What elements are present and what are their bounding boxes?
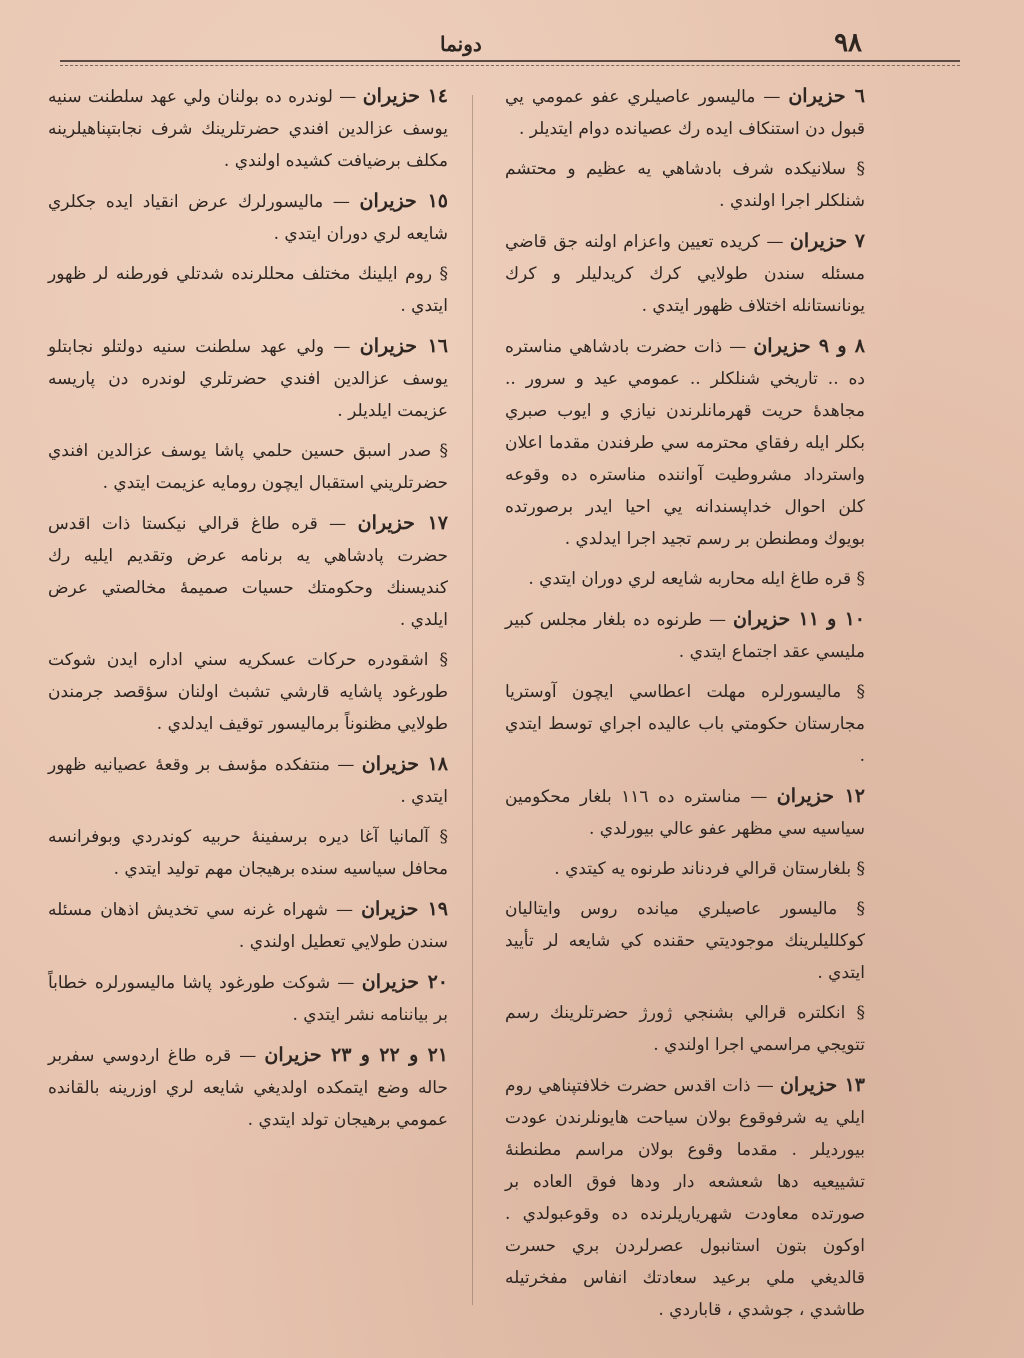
chronicle-entry	[48, 185, 448, 250]
chronicle-entry	[48, 821, 448, 885]
entry-date: ١٤ حزيران	[362, 85, 448, 107]
entry-text: — ذات حضرت بادشاهي مناستره ده .. تاريخي شنلكلر .. عمومي عيد و سرور .. مجاهدهٔ حريت قهرمانلرندن نيازي و ايوب صبري بكلر ايله رفقاي محترمه سي طرفندن مقدما اعلان واسترداد مشروطيت آواننده مناستره ده وقوعه كلن احوال خداپسندانه يي احيا ايدر برصورتده بويوك ومطنطن بر رسم تجيد اجرا ايدلدي .	[505, 337, 865, 549]
entry-text: § بلغارستان قرالي فردناند طرنوه يه كيتدي .	[554, 859, 865, 879]
entry-date: ١٠ و ١١ حزيران	[733, 608, 865, 630]
entry-text: § صدر اسبق حسين حلمي پاشا يوسف عزالدين افندي حضرتلريني استقبال ايچون رومايه عزيمت ايتدي .	[48, 441, 448, 493]
entry-text: — ولي عهد سلطنت سنيه دولتلو نجابتلو يوسف عزالدين افندي حضرتلري لوندره دن پاريسه عزيمت ايلديلر .	[48, 337, 448, 421]
chronicle-entry	[505, 853, 865, 885]
chronicle-entry	[505, 330, 865, 555]
entry-date: ٨ و ٩ حزيران	[753, 335, 865, 357]
entry-text: § قره طاغ ايله محاربه شايعه لري دوران ايتدي .	[528, 569, 865, 589]
entry-date: ١٥ حزيران	[359, 190, 448, 212]
chronicle-entry	[505, 893, 865, 989]
entry-text: — شوكت طورغود پاشا ماليسورلره خطاباً بر بياننامه نشر ايتدي .	[48, 973, 448, 1025]
chronicle-entry	[48, 1039, 448, 1136]
chronicle-entry	[505, 563, 865, 595]
entry-text: — ماليسور عاصيلري عفو عمومي يي قبول دن استنكاف ايده رك عصيانده دوام ايتديلر .	[505, 87, 865, 139]
entry-text: — طرنوه ده بلغار مجلس كبير مليسي عقد اجتماع ايتدي .	[505, 610, 865, 662]
entry-text: — لوندره ده بولنان ولي عهد سلطنت سنيه يوسف عزالدين افندي حضرتلرينك شرف نجابتپناهيلرينه مكلف برضيافت كشيده اولندي .	[48, 87, 448, 171]
header-rule	[60, 60, 960, 62]
entry-date: ٧ حزيران	[789, 230, 865, 252]
running-title: دونما	[440, 32, 482, 56]
entry-date: ٦ حزيران	[788, 85, 865, 107]
page-header	[0, 22, 1024, 62]
entry-text: — ماليسورلرك عرض انقياد ايده جكلري شايعه لري دوران ايتدي .	[48, 192, 448, 244]
entry-text: § آلمانيا آغا ديره برسفينهٔ حربيه كوندردي وبوفرانسه محافل سياسيه سنده برهيجان مهم توليد ايتدي .	[48, 827, 448, 879]
chronicle-entry	[505, 1069, 865, 1326]
chronicle-entry	[505, 676, 865, 772]
entry-text: — كريده تعيين واعزام اولنه جق قاضي مسئله سندن طولايي كرك كريدليلر و كرك يونانستانله اختلاف ظهور ايتدي .	[505, 232, 865, 316]
chronicle-entry	[48, 507, 448, 636]
entry-text: § سلانيكده شرف بادشاهي يه عظيم و محتشم شنلكلر اجرا اولندي .	[505, 159, 865, 211]
chronicle-entry	[505, 780, 865, 845]
entry-date: ١٨ حزيران	[361, 753, 448, 775]
entry-text: § انكلتره قرالي بشنجي ژورژ حضرتلرينك رسم تتويجي مراسمي اجرا اولندي .	[505, 1003, 865, 1055]
chronicle-entry	[505, 80, 865, 145]
chronicle-entry	[48, 893, 448, 958]
entry-date: ٢١ و ٢٢ و ٢٣ حزيران	[264, 1044, 449, 1066]
entry-text: — قره طاغ قرالي نيكستا ذات اقدس حضرت پادشاهي يه برنامه عرض وتقديم ايليه رك كنديسنك وحكومتك حسيات صميمهٔ مخالصتي عرض ايلدي .	[48, 514, 448, 630]
entry-date: ٢٠ حزيران	[361, 971, 448, 993]
entry-text: — شهراه غرنه سي تخديش اذهان مسئله سندن طولايي تعطيل اولندي .	[48, 900, 448, 952]
chronicle-entry	[48, 258, 448, 322]
entry-text: — مناستره ده ١١٦ بلغار محكومين سياسيه سي مظهر عفو عالي بيورلدي .	[505, 787, 865, 839]
entry-date: ١٩ حزيران	[361, 898, 448, 920]
entry-text: — ذات اقدس حضرت خلافتپناهي روم ايلي يه شرفوقوع بولان سياحت هايونلرندن عودت بيورديلر . مقدما وقوع بولان مراسم مطنطنهٔ تشييعيه دها شعشعه دار ودها فوق العاده بر صورتده معاودت شهرياريلرنده ده وقوعبولدي . اوكون بتون استانبول عصرلردن بري حسرت قالديغي ملي برعيد سعادتك انفاس مفخرتيله طاشدي ، جوشدي ، قاباردي .	[505, 1076, 865, 1320]
entry-text: — قره طاغ اردوسي سفربر حاله وضع ايتمكده اولديغي شايعه لري اوزرينه بالقانده عمومي برهيجان تولد ايتدي .	[48, 1046, 448, 1130]
chronicle-entry	[48, 966, 448, 1031]
right-column	[505, 80, 865, 1334]
chronicle-entry	[48, 644, 448, 740]
chronicle-entry	[48, 748, 448, 813]
entry-date: ١٢ حزيران	[776, 785, 865, 807]
entry-text: — منتفكده مؤسف بر وقعهٔ عصيانيه ظهور ايتدي .	[48, 755, 448, 807]
entry-text: § روم ايلينك مختلف محللرنده شدتلي فورطنه لر ظهور ايتدي .	[48, 264, 448, 316]
chronicle-entry	[48, 330, 448, 427]
header-rule-ornament	[60, 65, 960, 66]
chronicle-entry	[505, 997, 865, 1061]
chronicle-entry	[48, 435, 448, 499]
chronicle-entry	[505, 225, 865, 322]
chronicle-entry	[505, 603, 865, 668]
chronicle-entry	[505, 153, 865, 217]
entry-text: § ماليسورلره مهلت اعطاسي ايچون آوستريا مجارستان حكومتي باب عاليده اجراي توسط ايتدي .	[505, 682, 865, 766]
entry-date: ١٣ حزيران	[779, 1074, 865, 1096]
entry-date: ١٦ حزيران	[359, 335, 448, 357]
page-number: ۹۸	[834, 28, 862, 58]
chronicle-entry	[48, 80, 448, 177]
entry-date: ١٧ حزيران	[357, 512, 448, 534]
entry-text: § ماليسور عاصيلري ميانده روس وايتاليان كوكلليلرينك موجوديتي حقنده كي شايعه لر تأييد ايتدي .	[505, 899, 865, 983]
entry-text: § اشقودره حركات عسكريه سني اداره ايدن شوكت طورغود پاشايه قارشي تشبث اولنان سؤقصد جرمندن طولايي مظنوناً برماليسور توقيف ايدلدي .	[48, 650, 448, 734]
column-divider	[472, 95, 473, 1305]
left-column	[48, 80, 448, 1144]
